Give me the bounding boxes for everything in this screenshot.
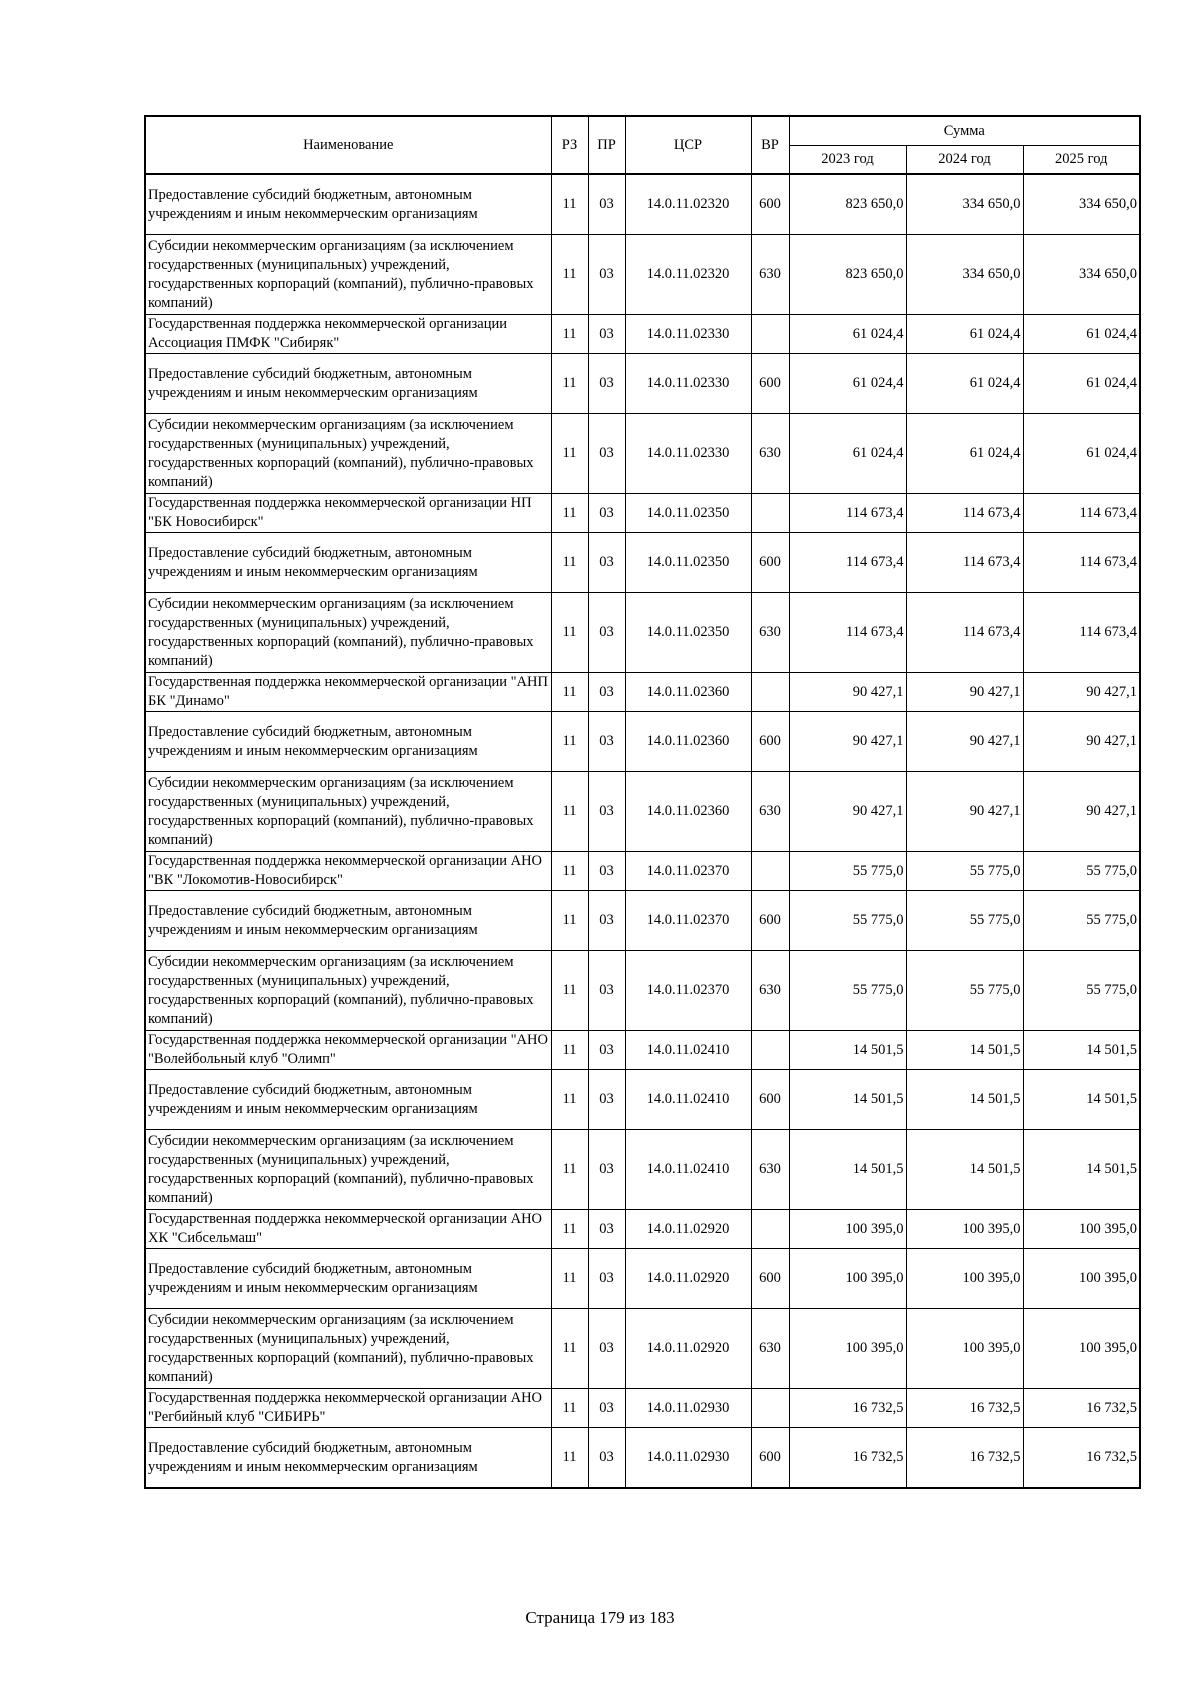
cell-2025: 16 732,5	[1023, 1428, 1140, 1489]
table-row	[145, 533, 1140, 593]
cell-name: Субсидии некоммерческим организациям (за исключением государственных (муниципальных) учреждений, государственных корпораций (компаний), публично-правовых компаний)	[145, 235, 551, 315]
cell-2025: 14 501,5	[1023, 1130, 1140, 1210]
cell-name: Государственная поддержка некоммерческой организации "АНО "Волейбольный клуб "Олимп"	[145, 1031, 551, 1070]
table-row	[145, 174, 1140, 235]
cell-2025: 61 024,4	[1023, 354, 1140, 414]
cell-2024: 16 732,5	[906, 1428, 1023, 1489]
cell-name: Предоставление субсидий бюджетным, автономным учреждениям и иным некоммерческим организациям	[145, 712, 551, 772]
cell-vr: 600	[751, 1070, 789, 1130]
cell-2024: 334 650,0	[906, 174, 1023, 235]
cell-vr	[751, 494, 789, 533]
table-row	[145, 1130, 1140, 1210]
cell-pr: 03	[588, 354, 625, 414]
cell-csr: 14.0.11.02330	[625, 414, 751, 494]
cell-csr: 14.0.11.02360	[625, 673, 751, 712]
header-year-2025: 2025 год	[1023, 146, 1140, 175]
cell-name: Государственная поддержка некоммерческой организации НП "БК Новосибирск"	[145, 494, 551, 533]
cell-rz: 11	[551, 235, 588, 315]
cell-vr: 630	[751, 772, 789, 852]
page-number: Страница 179 из 183	[525, 1608, 675, 1627]
cell-2023: 90 427,1	[789, 772, 906, 852]
cell-name: Субсидии некоммерческим организациям (за исключением государственных (муниципальных) учреждений, государственных корпораций (компаний), публично-правовых компаний)	[145, 593, 551, 673]
cell-rz: 11	[551, 315, 588, 354]
cell-pr: 03	[588, 891, 625, 951]
cell-name: Предоставление субсидий бюджетным, автономным учреждениям и иным некоммерческим организациям	[145, 354, 551, 414]
cell-rz: 11	[551, 1389, 588, 1428]
cell-name: Предоставление субсидий бюджетным, автономным учреждениям и иным некоммерческим организациям	[145, 891, 551, 951]
table-header	[145, 116, 1140, 174]
cell-name: Субсидии некоммерческим организациям (за исключением государственных (муниципальных) учреждений, государственных корпораций (компаний), публично-правовых компаний)	[145, 414, 551, 494]
cell-csr: 14.0.11.02360	[625, 772, 751, 852]
cell-2023: 100 395,0	[789, 1210, 906, 1249]
cell-vr: 600	[751, 174, 789, 235]
cell-name: Предоставление субсидий бюджетным, автономным учреждениям и иным некоммерческим организациям	[145, 174, 551, 235]
cell-csr: 14.0.11.02410	[625, 1031, 751, 1070]
cell-2024: 90 427,1	[906, 673, 1023, 712]
cell-pr: 03	[588, 1249, 625, 1309]
cell-2025: 61 024,4	[1023, 315, 1140, 354]
cell-pr: 03	[588, 1070, 625, 1130]
cell-2024: 14 501,5	[906, 1031, 1023, 1070]
table-row	[145, 891, 1140, 951]
cell-name: Государственная поддержка некоммерческой организации Ассоциация ПМФК "Сибиряк"	[145, 315, 551, 354]
table-row	[145, 414, 1140, 494]
cell-2023: 90 427,1	[789, 712, 906, 772]
cell-rz: 11	[551, 494, 588, 533]
cell-csr: 14.0.11.02920	[625, 1309, 751, 1389]
cell-2025: 114 673,4	[1023, 494, 1140, 533]
budget-table	[144, 115, 1141, 1489]
cell-2023: 114 673,4	[789, 593, 906, 673]
cell-pr: 03	[588, 712, 625, 772]
cell-2023: 55 775,0	[789, 891, 906, 951]
table-row	[145, 1070, 1140, 1130]
cell-2023: 14 501,5	[789, 1031, 906, 1070]
cell-vr: 630	[751, 951, 789, 1031]
cell-pr: 03	[588, 1428, 625, 1489]
cell-csr: 14.0.11.02370	[625, 891, 751, 951]
cell-vr: 600	[751, 712, 789, 772]
cell-vr: 630	[751, 235, 789, 315]
cell-csr: 14.0.11.02410	[625, 1070, 751, 1130]
cell-2024: 100 395,0	[906, 1309, 1023, 1389]
cell-rz: 11	[551, 673, 588, 712]
table-row	[145, 1210, 1140, 1249]
cell-2024: 114 673,4	[906, 494, 1023, 533]
header-year-2023: 2023 год	[789, 146, 906, 175]
cell-name: Предоставление субсидий бюджетным, автономным учреждениям и иным некоммерческим организациям	[145, 1249, 551, 1309]
cell-rz: 11	[551, 1130, 588, 1210]
cell-rz: 11	[551, 354, 588, 414]
cell-2025: 14 501,5	[1023, 1031, 1140, 1070]
cell-pr: 03	[588, 235, 625, 315]
cell-rz: 11	[551, 533, 588, 593]
cell-pr: 03	[588, 593, 625, 673]
cell-csr: 14.0.11.02930	[625, 1389, 751, 1428]
cell-rz: 11	[551, 852, 588, 891]
cell-2025: 14 501,5	[1023, 1070, 1140, 1130]
cell-rz: 11	[551, 414, 588, 494]
cell-csr: 14.0.11.02930	[625, 1428, 751, 1489]
cell-2023: 61 024,4	[789, 414, 906, 494]
cell-2025: 100 395,0	[1023, 1249, 1140, 1309]
cell-vr: 600	[751, 891, 789, 951]
cell-rz: 11	[551, 1210, 588, 1249]
cell-name: Государственная поддержка некоммерческой организации АНО "ВК "Локомотив-Новосибирск"	[145, 852, 551, 891]
cell-2025: 55 775,0	[1023, 891, 1140, 951]
cell-vr: 630	[751, 593, 789, 673]
header-name: Наименование	[145, 116, 551, 174]
cell-2025: 334 650,0	[1023, 174, 1140, 235]
cell-rz: 11	[551, 1070, 588, 1130]
cell-2023: 55 775,0	[789, 951, 906, 1031]
cell-2023: 61 024,4	[789, 315, 906, 354]
cell-rz: 11	[551, 1249, 588, 1309]
cell-2024: 90 427,1	[906, 712, 1023, 772]
cell-pr: 03	[588, 315, 625, 354]
table-row	[145, 593, 1140, 673]
cell-2024: 334 650,0	[906, 235, 1023, 315]
cell-2024: 100 395,0	[906, 1249, 1023, 1309]
cell-2025: 334 650,0	[1023, 235, 1140, 315]
cell-csr: 14.0.11.02330	[625, 354, 751, 414]
cell-vr: 600	[751, 1428, 789, 1489]
cell-rz: 11	[551, 1031, 588, 1070]
header-year-2024: 2024 год	[906, 146, 1023, 175]
header-csr: ЦСР	[625, 116, 751, 174]
cell-2024: 61 024,4	[906, 315, 1023, 354]
cell-2025: 90 427,1	[1023, 772, 1140, 852]
cell-2024: 114 673,4	[906, 533, 1023, 593]
table-row	[145, 951, 1140, 1031]
cell-pr: 03	[588, 852, 625, 891]
cell-rz: 11	[551, 772, 588, 852]
cell-rz: 11	[551, 951, 588, 1031]
cell-csr: 14.0.11.02320	[625, 235, 751, 315]
table-row	[145, 1309, 1140, 1389]
cell-vr	[751, 673, 789, 712]
cell-2024: 100 395,0	[906, 1210, 1023, 1249]
cell-csr: 14.0.11.02370	[625, 852, 751, 891]
cell-2023: 14 501,5	[789, 1070, 906, 1130]
cell-2023: 55 775,0	[789, 852, 906, 891]
cell-rz: 11	[551, 1309, 588, 1389]
cell-2025: 114 673,4	[1023, 593, 1140, 673]
cell-pr: 03	[588, 1031, 625, 1070]
cell-2024: 14 501,5	[906, 1130, 1023, 1210]
cell-rz: 11	[551, 1428, 588, 1489]
cell-name: Предоставление субсидий бюджетным, автономным учреждениям и иным некоммерческим организациям	[145, 1428, 551, 1489]
cell-2025: 100 395,0	[1023, 1210, 1140, 1249]
cell-name: Государственная поддержка некоммерческой организации АНО "Регбийный клуб "СИБИРЬ"	[145, 1389, 551, 1428]
cell-2024: 16 732,5	[906, 1389, 1023, 1428]
cell-2023: 90 427,1	[789, 673, 906, 712]
cell-pr: 03	[588, 673, 625, 712]
table-body	[145, 174, 1140, 1488]
table-row	[145, 852, 1140, 891]
cell-2023: 16 732,5	[789, 1389, 906, 1428]
cell-name: Предоставление субсидий бюджетным, автономным учреждениям и иным некоммерческим организациям	[145, 533, 551, 593]
cell-2023: 823 650,0	[789, 174, 906, 235]
table-row	[145, 772, 1140, 852]
table-row	[145, 712, 1140, 772]
cell-pr: 03	[588, 1389, 625, 1428]
cell-2024: 61 024,4	[906, 354, 1023, 414]
cell-2025: 16 732,5	[1023, 1389, 1140, 1428]
cell-pr: 03	[588, 533, 625, 593]
cell-2025: 55 775,0	[1023, 951, 1140, 1031]
cell-2025: 90 427,1	[1023, 673, 1140, 712]
cell-vr	[751, 1210, 789, 1249]
cell-2023: 14 501,5	[789, 1130, 906, 1210]
cell-csr: 14.0.11.02360	[625, 712, 751, 772]
cell-pr: 03	[588, 1130, 625, 1210]
cell-csr: 14.0.11.02330	[625, 315, 751, 354]
cell-name: Предоставление субсидий бюджетным, автономным учреждениям и иным некоммерческим организациям	[145, 1070, 551, 1130]
cell-2025: 55 775,0	[1023, 852, 1140, 891]
cell-csr: 14.0.11.02410	[625, 1130, 751, 1210]
cell-2023: 100 395,0	[789, 1249, 906, 1309]
cell-2024: 61 024,4	[906, 414, 1023, 494]
cell-2025: 90 427,1	[1023, 712, 1140, 772]
table-row	[145, 354, 1140, 414]
cell-pr: 03	[588, 951, 625, 1031]
cell-name: Государственная поддержка некоммерческой организации "АНП БК "Динамо"	[145, 673, 551, 712]
cell-rz: 11	[551, 593, 588, 673]
cell-name: Субсидии некоммерческим организациям (за исключением государственных (муниципальных) учреждений, государственных корпораций (компаний), публично-правовых компаний)	[145, 951, 551, 1031]
cell-2024: 14 501,5	[906, 1070, 1023, 1130]
cell-name: Субсидии некоммерческим организациям (за исключением государственных (муниципальных) учреждений, государственных корпораций (компаний), публично-правовых компаний)	[145, 772, 551, 852]
cell-name: Государственная поддержка некоммерческой организации АНО ХК "Сибсельмаш"	[145, 1210, 551, 1249]
cell-pr: 03	[588, 174, 625, 235]
cell-pr: 03	[588, 1210, 625, 1249]
table-row	[145, 673, 1140, 712]
table-row	[145, 1428, 1140, 1489]
table-row	[145, 1249, 1140, 1309]
cell-2024: 55 775,0	[906, 852, 1023, 891]
cell-pr: 03	[588, 1309, 625, 1389]
cell-2025: 61 024,4	[1023, 414, 1140, 494]
cell-2023: 100 395,0	[789, 1309, 906, 1389]
cell-csr: 14.0.11.02320	[625, 174, 751, 235]
header-vr: ВР	[751, 116, 789, 174]
table-row	[145, 235, 1140, 315]
cell-csr: 14.0.11.02920	[625, 1210, 751, 1249]
cell-vr: 630	[751, 1130, 789, 1210]
cell-2024: 90 427,1	[906, 772, 1023, 852]
cell-csr: 14.0.11.02370	[625, 951, 751, 1031]
cell-csr: 14.0.11.02920	[625, 1249, 751, 1309]
cell-pr: 03	[588, 494, 625, 533]
cell-csr: 14.0.11.02350	[625, 593, 751, 673]
cell-vr	[751, 852, 789, 891]
cell-2024: 55 775,0	[906, 951, 1023, 1031]
cell-2024: 55 775,0	[906, 891, 1023, 951]
cell-pr: 03	[588, 772, 625, 852]
cell-vr	[751, 315, 789, 354]
cell-name: Субсидии некоммерческим организациям (за исключением государственных (муниципальных) учреждений, государственных корпораций (компаний), публично-правовых компаний)	[145, 1130, 551, 1210]
table-row	[145, 494, 1140, 533]
cell-vr: 600	[751, 533, 789, 593]
cell-rz: 11	[551, 891, 588, 951]
cell-vr: 600	[751, 354, 789, 414]
table-row	[145, 315, 1140, 354]
cell-name: Субсидии некоммерческим организациям (за исключением государственных (муниципальных) учреждений, государственных корпораций (компаний), публично-правовых компаний)	[145, 1309, 551, 1389]
cell-2023: 16 732,5	[789, 1428, 906, 1489]
header-sum: Сумма	[789, 116, 1140, 146]
cell-rz: 11	[551, 174, 588, 235]
table-row	[145, 1031, 1140, 1070]
cell-2023: 823 650,0	[789, 235, 906, 315]
cell-csr: 14.0.11.02350	[625, 533, 751, 593]
cell-rz: 11	[551, 712, 588, 772]
cell-csr: 14.0.11.02350	[625, 494, 751, 533]
cell-vr	[751, 1031, 789, 1070]
cell-vr: 630	[751, 1309, 789, 1389]
cell-pr: 03	[588, 414, 625, 494]
cell-2023: 114 673,4	[789, 533, 906, 593]
cell-2025: 100 395,0	[1023, 1309, 1140, 1389]
cell-2023: 114 673,4	[789, 494, 906, 533]
header-pr: ПР	[588, 116, 625, 174]
cell-vr: 630	[751, 414, 789, 494]
cell-vr	[751, 1389, 789, 1428]
cell-2025: 114 673,4	[1023, 533, 1140, 593]
cell-vr: 600	[751, 1249, 789, 1309]
header-rz: РЗ	[551, 116, 588, 174]
table-row	[145, 1389, 1140, 1428]
cell-2024: 114 673,4	[906, 593, 1023, 673]
cell-2023: 61 024,4	[789, 354, 906, 414]
